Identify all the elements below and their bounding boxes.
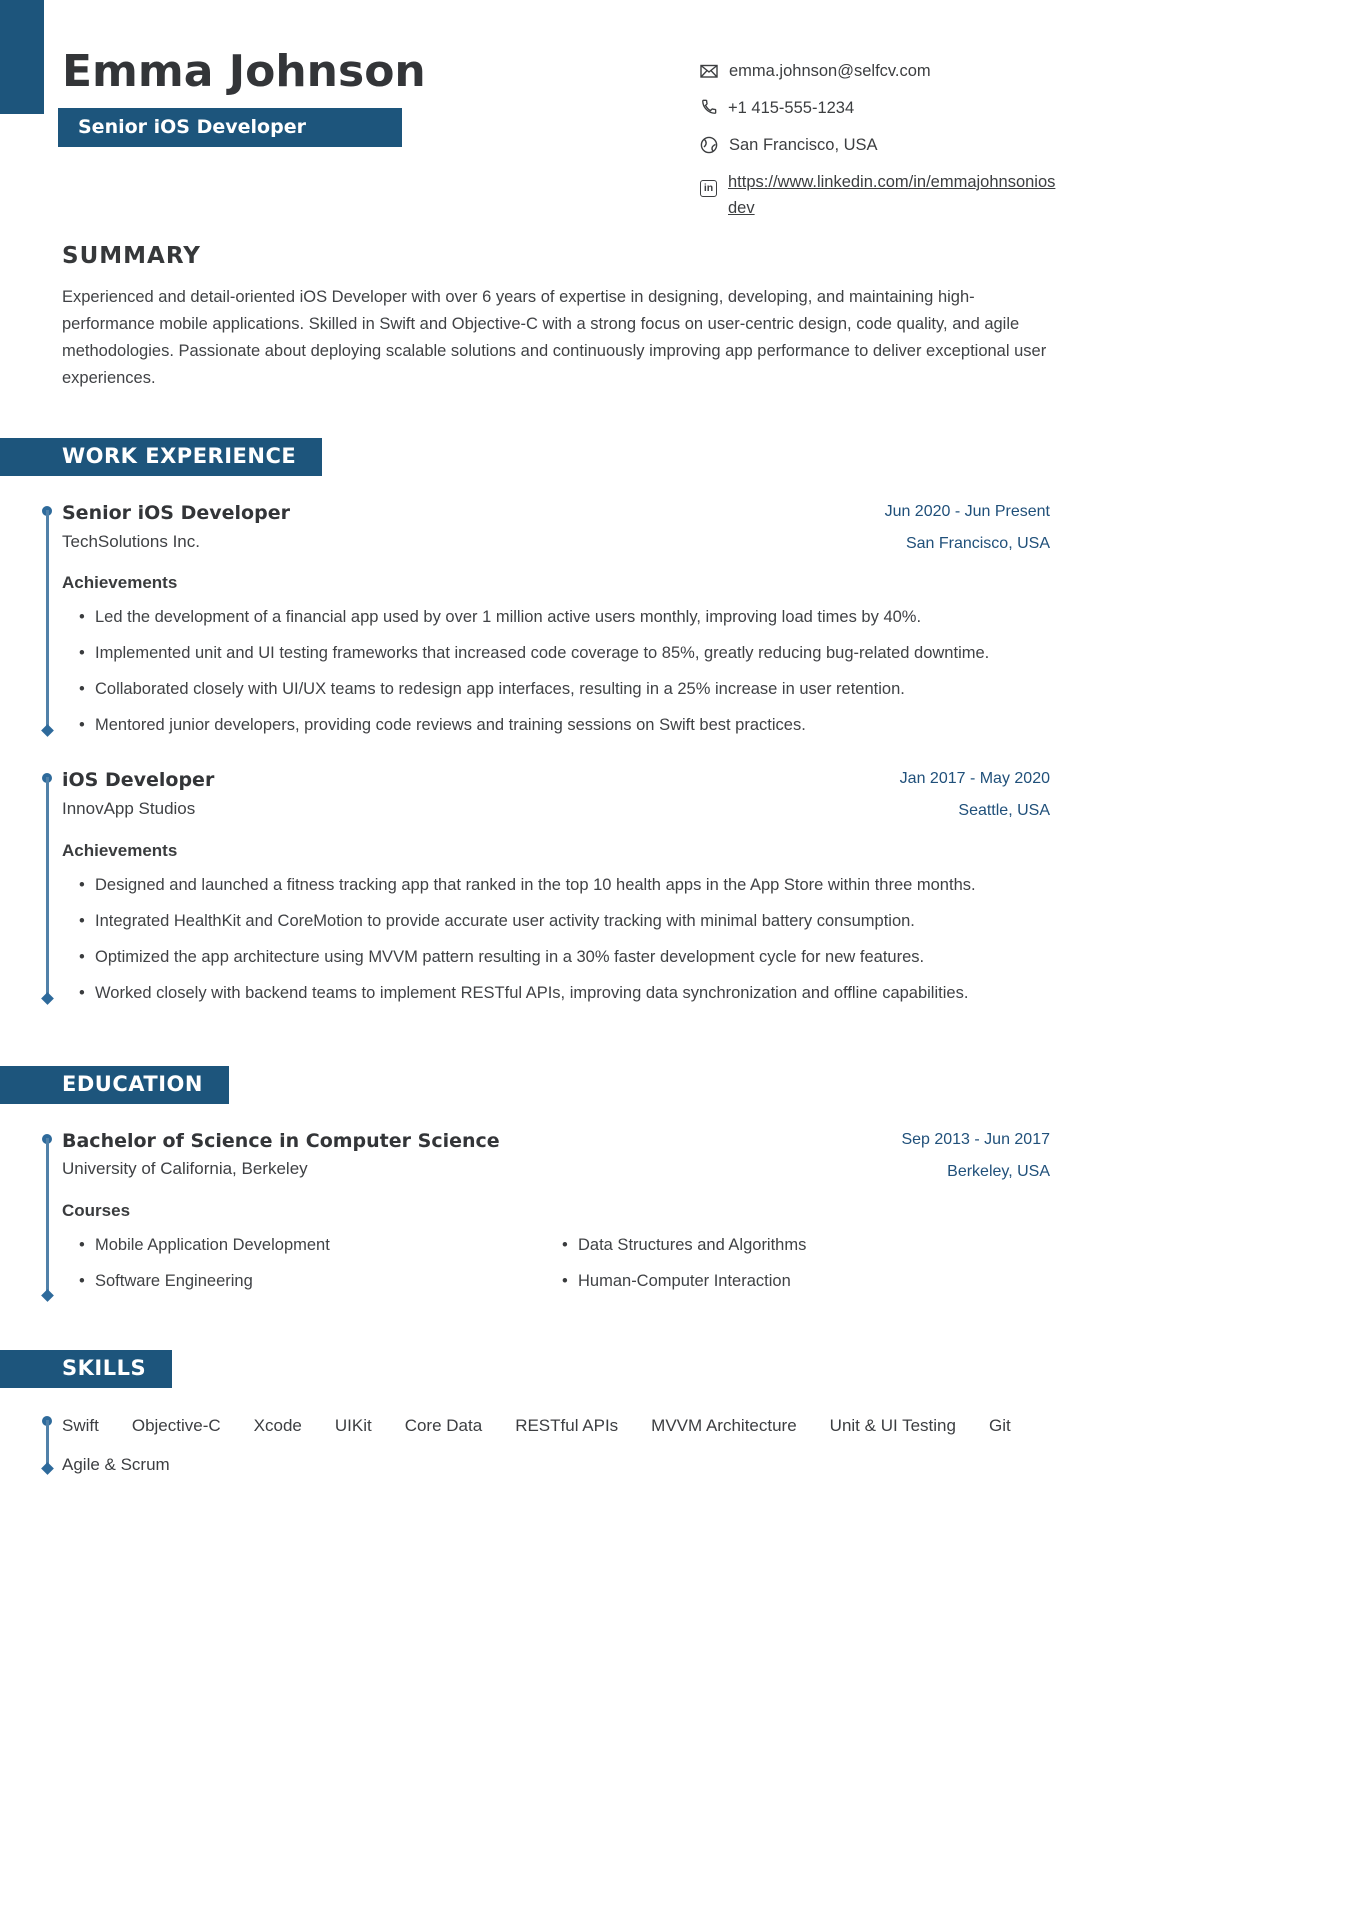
degree-title: Bachelor of Science in Computer Science <box>62 1129 500 1152</box>
job-entry-1 <box>0 502 1350 739</box>
job-location: Seattle, USA <box>958 802 1050 820</box>
skill-item: Unit & UI Testing <box>829 1415 956 1435</box>
achievement-item: • Implemented unit and UI testing frameworks that increased code coverage to 85%, greatly reducing bug-related downtime. <box>95 640 1040 667</box>
job-title: Senior iOS Developer <box>62 501 290 524</box>
contact-phone-row <box>700 95 1060 121</box>
skills-section <box>0 1412 1350 1477</box>
achievement-item: • Integrated HealthKit and CoreMotion to provide accurate user activity tracking with minimal battery consumption. <box>95 908 1040 935</box>
timeline-diamond <box>41 992 54 1005</box>
skill-item: Xcode <box>253 1415 302 1435</box>
achievements-list <box>62 872 1350 1007</box>
job-company: TechSolutions Inc. <box>62 531 200 551</box>
course-item: • Software Engineering <box>95 1268 545 1295</box>
timeline-rail <box>42 506 53 735</box>
contact-location: San Francisco, USA <box>729 136 878 154</box>
contact-block <box>700 58 1060 232</box>
job-title-badge: Senior iOS Developer <box>58 108 402 147</box>
job-title: iOS Developer <box>62 769 215 792</box>
linkedin-link[interactable]: https://www.linkedin.com/in/emmajohnsoniosdev <box>728 173 1056 217</box>
summary-section <box>0 243 1350 392</box>
education-dates: Sep 2013 - Jun 2017 <box>901 1130 1050 1148</box>
skills-list <box>62 1412 1052 1477</box>
skill-item: Git <box>988 1415 1011 1435</box>
course-item: • Data Structures and Algorithms <box>578 1232 1050 1259</box>
course-item: • Mobile Application Development <box>95 1232 545 1259</box>
contact-linkedin-row <box>700 169 1060 221</box>
person-name: Emma Johnson <box>62 46 426 97</box>
contact-phone: +1 415-555-1234 <box>728 99 855 117</box>
achievement-item: • Worked closely with backend teams to implement RESTful APIs, improving data synchronization and offline capabilities. <box>95 980 1040 1007</box>
work-experience-banner: WORK EXPERIENCE <box>0 438 322 476</box>
timeline-rail <box>42 1134 53 1300</box>
timeline-line <box>46 777 49 998</box>
education-entry <box>0 1130 1350 1304</box>
summary-text: Experienced and detail-oriented iOS Developer with over 6 years of expertise in designing, developing, and maintaining high-performance mobile applications. Skilled in Swift and Objective-C with a strong focus on user-centric design, code quality, and agile methodologies. Passionate about deploying scalable solutions and continuously improving app performance to deliver exceptional user experiences. <box>62 287 1047 387</box>
email-icon <box>700 62 718 80</box>
summary-heading: SUMMARY <box>62 242 201 269</box>
achievement-item: • Collaborated closely with UI/UX teams to redesign app interfaces, resulting in a 25% increase in user retention. <box>95 676 1040 703</box>
achievement-item: • Led the development of a financial app used by over 1 million active users monthly, improving load times by 40%. <box>95 604 1040 631</box>
skill-item: RESTful APIs <box>515 1415 619 1435</box>
timeline-line <box>46 510 49 731</box>
education-header <box>62 1130 1050 1181</box>
timeline-diamond <box>41 1462 54 1475</box>
timeline-rail <box>42 773 53 1002</box>
header <box>0 0 1350 217</box>
contact-location-row <box>700 132 1060 158</box>
education-banner: EDUCATION <box>0 1066 229 1104</box>
phone-icon <box>700 99 717 116</box>
achievements-list <box>62 604 1350 739</box>
skill-item: MVVM Architecture <box>651 1415 797 1435</box>
job-entry-2 <box>0 769 1350 1006</box>
skill-item: Agile & Scrum <box>62 1454 170 1474</box>
school-name: University of California, Berkeley <box>62 1159 308 1179</box>
education-location: Berkeley, USA <box>947 1162 1050 1180</box>
job-dates: Jun 2020 - Jun Present <box>884 502 1050 520</box>
timeline-diamond <box>41 1289 54 1302</box>
achievement-item: • Optimized the app architecture using MVVM pattern resulting in a 30% faster development cycle for new features. <box>95 944 1040 971</box>
job-company: InnovApp Studios <box>62 798 196 818</box>
skills-banner: SKILLS <box>0 1350 172 1388</box>
courses-label: Courses <box>62 1200 131 1220</box>
skill-item: Core Data <box>404 1415 483 1435</box>
timeline-diamond <box>41 724 54 737</box>
courses-list <box>62 1232 1050 1304</box>
skill-item: Swift <box>62 1415 99 1435</box>
linkedin-icon: in <box>700 173 717 199</box>
skill-item: Objective-C <box>131 1415 221 1435</box>
achievements-label: Achievements <box>62 573 178 593</box>
job-header <box>62 769 1050 820</box>
achievement-item: • Designed and launched a fitness tracking app that ranked in the top 10 health apps in the App Store within three months. <box>95 872 1040 899</box>
contact-email: emma.johnson@selfcv.com <box>729 62 931 80</box>
skill-item: UIKit <box>334 1415 372 1435</box>
timeline-line <box>46 1138 49 1296</box>
achievement-item: • Mentored junior developers, providing code reviews and training sessions on Swift best practices. <box>95 712 1040 739</box>
globe-icon <box>700 136 718 154</box>
achievements-label: Achievements <box>62 840 178 860</box>
job-location: San Francisco, USA <box>905 534 1050 552</box>
job-dates: Jan 2017 - May 2020 <box>899 770 1050 788</box>
contact-email-row <box>700 58 1060 84</box>
timeline-rail <box>42 1416 53 1473</box>
course-item: • Human-Computer Interaction <box>578 1268 1050 1295</box>
job-header <box>62 502 1050 553</box>
